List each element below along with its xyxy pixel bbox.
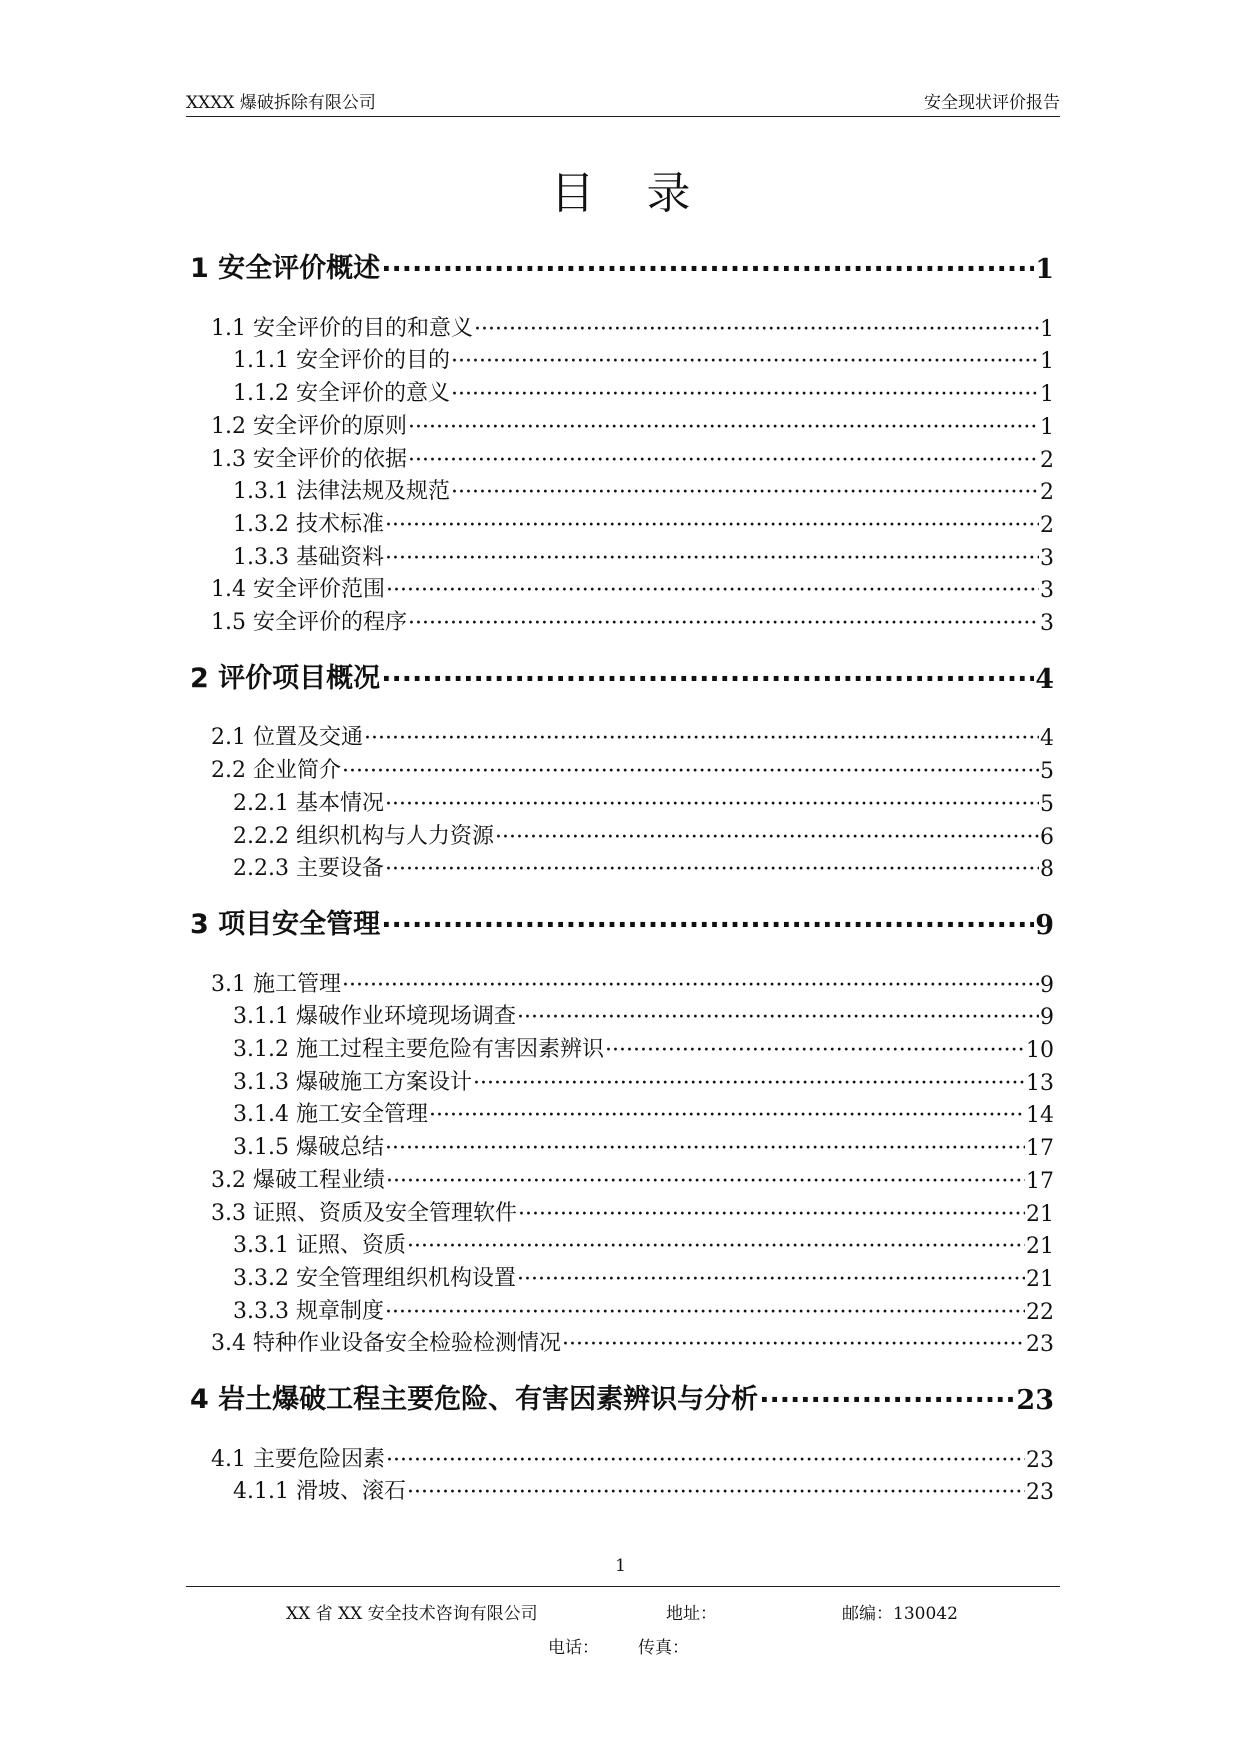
footer-phone: 电话： [548, 1638, 599, 1658]
toc-page-number: 3 [1040, 545, 1054, 571]
toc-entry-label: 4.1 主要危险因素 [211, 1446, 385, 1472]
toc-leader-dots [474, 317, 1039, 342]
toc-page-number: 22 [1026, 1299, 1054, 1325]
toc-page-number: 9 [1040, 972, 1054, 998]
toc-entry[interactable] [211, 1196, 1054, 1227]
toc-entry-label: 2 评价项目概况 [190, 662, 381, 694]
toc-entry-label: 3.1.3 爆破施工方案设计 [233, 1069, 472, 1095]
toc-entry-label: 1.1.1 安全评价的目的 [233, 348, 450, 374]
toc-entry-label: 3.1 施工管理 [211, 971, 341, 997]
toc-chapter[interactable] [190, 902, 1054, 941]
toc-page-number: 23 [1026, 1332, 1054, 1358]
toc-entry-label: 3.3 证照、资质及安全管理软件 [211, 1200, 517, 1226]
toc-entry[interactable] [211, 442, 1054, 473]
toc-entry[interactable] [233, 1228, 1054, 1259]
toc-leader-dots [342, 759, 1039, 784]
toc-entry[interactable] [233, 1261, 1054, 1292]
toc-entry-label: 3.2 爆破工程业绩 [211, 1167, 385, 1193]
toc-entry-label: 3.1.5 爆破总结 [233, 1135, 384, 1161]
toc-page-number: 6 [1040, 824, 1054, 850]
toc-leader-dots [407, 1480, 1025, 1505]
toc-page-number: 2 [1040, 447, 1054, 473]
toc-leader-dots [518, 1202, 1025, 1227]
toc-page-number: 17 [1026, 1168, 1054, 1194]
toc-leader-dots [473, 1071, 1025, 1096]
toc-entry-label: 3.3.1 证照、资质 [233, 1233, 406, 1259]
toc-leader-dots [385, 1300, 1025, 1325]
toc-page-number: 23 [1026, 1480, 1054, 1506]
toc-leader-dots [407, 1234, 1025, 1259]
toc-leader-dots [386, 1448, 1025, 1473]
toc-entry-label: 3.3.3 规章制度 [233, 1298, 384, 1324]
toc-leader-dots [381, 664, 1034, 695]
toc-entry-label: 1.3 安全评价的依据 [211, 446, 407, 472]
toc-entry[interactable] [233, 1065, 1054, 1096]
toc-entry[interactable] [233, 786, 1054, 817]
toc-entry-label: 3.1.2 施工过程主要危险有害因素辨识 [233, 1037, 604, 1062]
toc-page-number: 1 [1040, 316, 1054, 342]
toc-leader-dots [605, 1038, 1025, 1063]
toc-entry-label: 3.1.4 施工安全管理 [233, 1102, 428, 1128]
page-footer [186, 1586, 1060, 1658]
toc-page-number: 10 [1026, 1038, 1054, 1063]
toc-title: 目录 [550, 168, 743, 219]
footer-address: 地址： [666, 1604, 717, 1624]
toc-page-number: 17 [1026, 1136, 1054, 1162]
toc-page-number: 2 [1040, 512, 1054, 538]
toc-entry-label: 1.1 安全评价的目的和意义 [211, 315, 473, 341]
toc-page-number: 1 [1035, 254, 1054, 285]
toc-entry-label: 3.4 特种作业设备安全检验检测情况 [211, 1331, 561, 1357]
toc-entry[interactable] [233, 1097, 1054, 1128]
header-company: XXXX 爆破拆除有限公司 [186, 93, 376, 113]
toc-leader-dots [385, 857, 1039, 882]
toc-page-number: 1 [1040, 349, 1054, 375]
toc-leader-dots [451, 349, 1039, 374]
toc-entry[interactable] [233, 1032, 1054, 1063]
page-number: 1 [615, 1556, 626, 1576]
toc-entry[interactable] [211, 409, 1054, 440]
toc-entry[interactable] [233, 474, 1054, 505]
footer-fax: 传真： [638, 1638, 689, 1658]
toc-page-number: 3 [1040, 611, 1054, 636]
toc-page-number: 3 [1040, 578, 1054, 604]
toc-entry-label: 1.1.2 安全评价的意义 [233, 381, 450, 407]
toc-entry-label: 1.2 安全评价的原则 [211, 413, 407, 439]
toc-entry[interactable] [211, 605, 1054, 636]
toc-entry-label: 1 安全评价概述 [190, 253, 381, 284]
toc-page-number: 2 [1040, 480, 1054, 506]
toc-leader-dots [381, 254, 1034, 285]
toc-entry[interactable] [233, 1294, 1054, 1325]
toc-entry[interactable] [211, 1442, 1054, 1473]
header-report-title: 安全现状评价报告 [924, 93, 1060, 113]
toc-entry[interactable] [233, 999, 1054, 1030]
toc-entry-label: 2.2 企业简介 [211, 758, 341, 784]
toc-leader-dots [385, 546, 1039, 571]
toc-entry[interactable] [233, 1130, 1054, 1161]
toc-page-number: 14 [1026, 1103, 1054, 1129]
toc-leader-dots [386, 1169, 1025, 1194]
toc-entry[interactable] [211, 311, 1054, 342]
footer-postcode: 邮编：130042 [842, 1604, 958, 1624]
toc-entry[interactable] [233, 540, 1054, 571]
toc-entry-label: 1.4 安全评价范围 [211, 577, 385, 603]
toc-leader-dots [759, 1385, 1015, 1416]
toc-entry[interactable] [211, 1326, 1054, 1357]
toc-page-number: 21 [1026, 1201, 1054, 1227]
toc-page-number: 1 [1040, 414, 1054, 440]
toc-entry-label: 2.2.2 组织机构与人力资源 [233, 823, 494, 849]
toc-page-number: 5 [1040, 759, 1054, 785]
toc-entry[interactable] [233, 343, 1054, 374]
footer-company: XX 省 XX 安全技术咨询有限公司 [286, 1604, 538, 1624]
toc-page-number: 1 [1040, 382, 1054, 408]
toc-leader-dots [364, 726, 1039, 751]
toc-entry[interactable] [211, 967, 1054, 998]
toc-page-number: 21 [1026, 1266, 1054, 1292]
toc-leader-dots [342, 973, 1039, 998]
toc-page-number: 4 [1040, 726, 1054, 752]
toc-leader-dots [385, 513, 1039, 538]
toc-leader-dots [451, 480, 1039, 505]
toc-entry[interactable] [233, 376, 1054, 407]
toc-entry-label: 3.3.2 安全管理组织机构设置 [233, 1265, 516, 1291]
toc-leader-dots [517, 1005, 1039, 1030]
toc-entry[interactable] [233, 851, 1054, 882]
toc-entry-label: 2.2.3 主要设备 [233, 856, 384, 882]
toc-page-number: 9 [1035, 909, 1054, 941]
toc-page-number: 23 [1016, 1385, 1054, 1416]
toc-entry-label: 3 项目安全管理 [190, 908, 381, 940]
toc-entry[interactable] [211, 753, 1054, 784]
toc-leader-dots [385, 792, 1039, 817]
toc-entry-label: 1.3.2 技术标准 [233, 511, 384, 537]
toc-leader-dots [451, 382, 1039, 407]
toc-leader-dots [381, 910, 1034, 941]
toc-page-number: 23 [1026, 1447, 1054, 1473]
toc-entry-label: 4.1.1 滑坡、滚石 [233, 1479, 406, 1505]
toc-leader-dots [429, 1103, 1025, 1128]
toc-leader-dots [408, 611, 1039, 636]
toc-chapter[interactable] [190, 1377, 1054, 1416]
toc-entry-label: 1.5 安全评价的程序 [211, 610, 407, 635]
toc-page-number: 21 [1026, 1234, 1054, 1260]
toc-entry[interactable] [211, 1163, 1054, 1194]
toc-leader-dots [386, 578, 1039, 603]
toc-page-number: 9 [1040, 1005, 1054, 1031]
toc-leader-dots [562, 1332, 1025, 1357]
toc-entry-label: 1.3.3 基础资料 [233, 544, 384, 570]
toc-leader-dots [408, 415, 1039, 440]
toc-page-number: 4 [1035, 663, 1054, 695]
toc-page-number: 8 [1040, 857, 1054, 883]
toc-entry-label: 2.1 位置及交通 [211, 725, 363, 751]
toc-entry[interactable] [233, 1474, 1054, 1505]
toc-entry[interactable] [211, 572, 1054, 603]
page-header [186, 88, 1060, 117]
toc-page-number: 5 [1040, 791, 1054, 817]
toc-entry-label: 2.2.1 基本情况 [233, 790, 384, 816]
toc-leader-dots [385, 1136, 1025, 1161]
toc-entry-label: 4 岩土爆破工程主要危险、有害因素辨识与分析 [190, 1384, 759, 1415]
toc-entry-label: 1.3.1 法律法规及规范 [233, 479, 450, 505]
toc-entry[interactable] [233, 507, 1054, 538]
toc-entry[interactable] [233, 819, 1054, 850]
toc-chapter[interactable] [190, 656, 1054, 695]
toc-leader-dots [517, 1267, 1025, 1292]
toc-entry-label: 3.1.1 爆破作业环境现场调查 [233, 1004, 516, 1030]
toc-leader-dots [495, 825, 1039, 850]
toc-chapter[interactable] [190, 246, 1054, 285]
toc-page-number: 13 [1026, 1070, 1054, 1096]
toc-leader-dots [408, 448, 1039, 473]
toc-entry[interactable] [211, 720, 1054, 751]
